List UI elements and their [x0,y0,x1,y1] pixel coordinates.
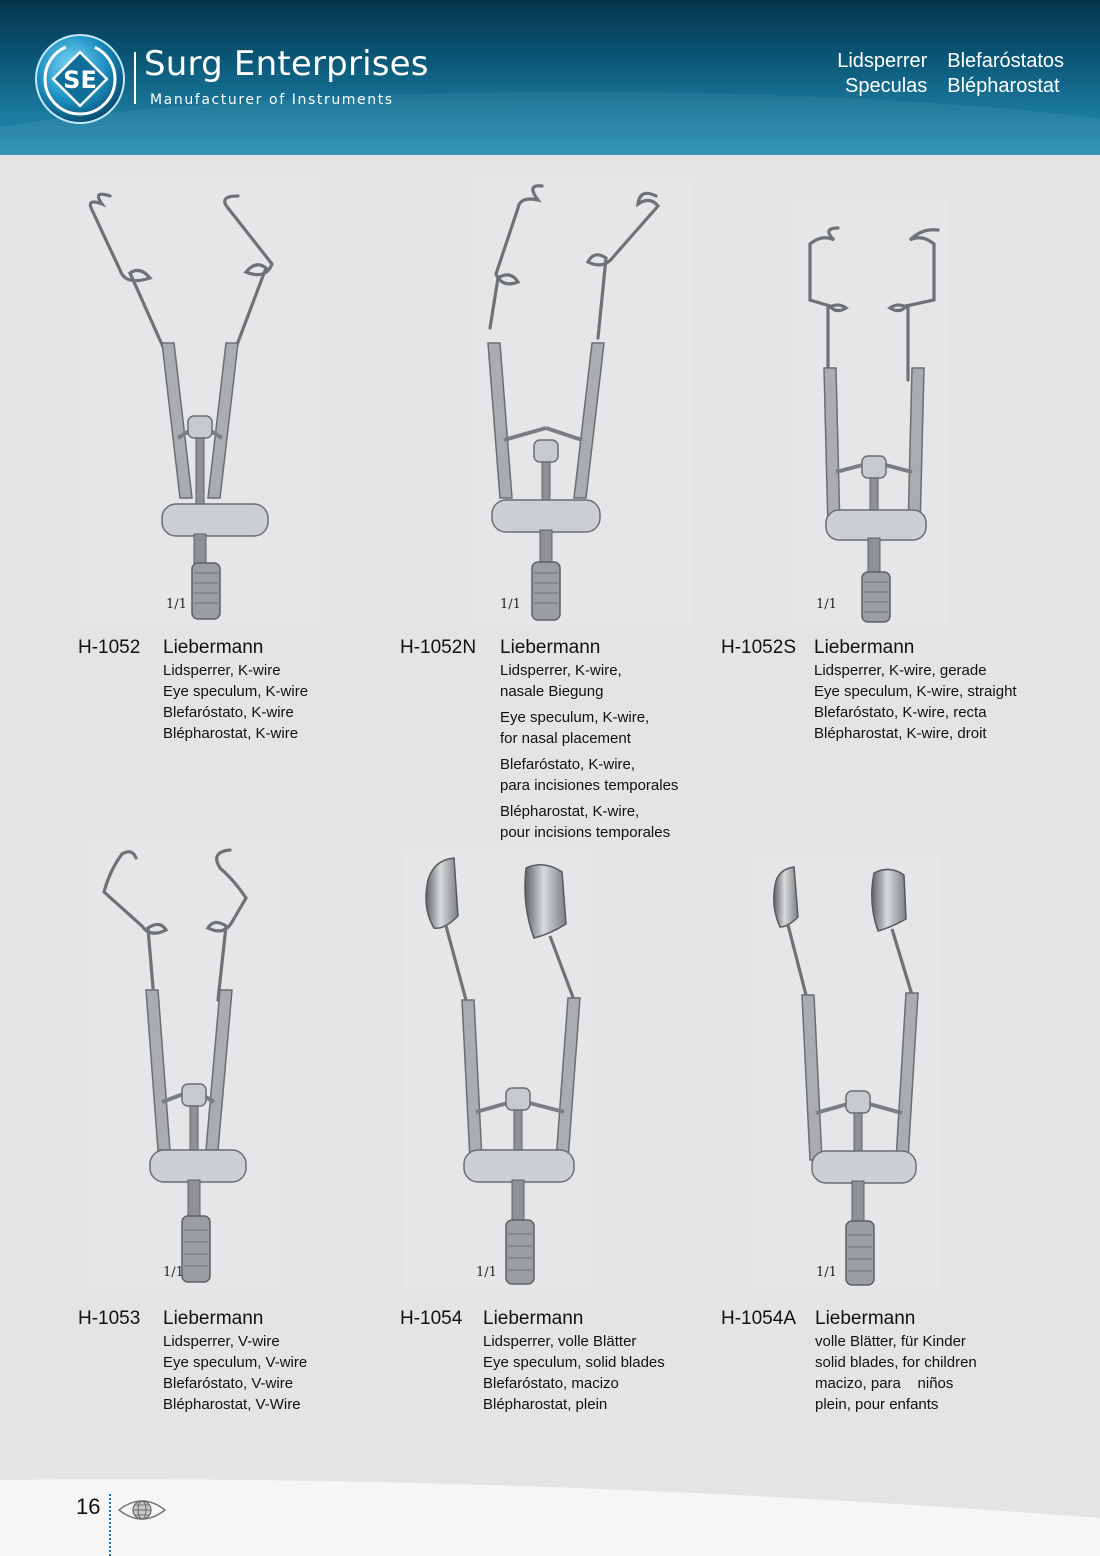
description-line: volle Blätter, für Kinder [815,1333,966,1350]
product-name: Liebermann [163,637,264,658]
product-code: H-1054 [400,1308,463,1329]
scale-label: 1/1 [166,597,187,612]
description-line: Eye speculum, solid blades [483,1354,665,1371]
company-logo-icon [34,33,126,125]
description-line: Eye speculum, K-wire, straight [814,683,1017,700]
product-code: H-1052N [400,637,477,658]
category-titles [837,50,1064,98]
product-photo [470,178,692,626]
eye-speculum-k-wire-nasal-image [470,178,692,626]
product-photo [404,850,594,1290]
description-line: Blefaróstato, V-wire [163,1375,294,1392]
eye-speculum-solid-blades-image [404,850,594,1290]
product-description [814,660,1017,744]
description-line: Lidsperrer, K-wire, gerade [814,662,987,679]
product-name: Liebermann [814,637,915,658]
product-photo [90,840,280,1290]
description-line: Eye speculum, K-wire, [500,709,650,726]
description-line: Lidsperrer, volle Blätter [483,1333,637,1350]
scale-label: 1/1 [816,1265,837,1280]
scale-label: 1/1 [500,597,521,612]
description-line: Blépharostat, plein [483,1396,608,1413]
description-line: Eye speculum, K-wire [163,683,309,700]
category-title-de: Lidsperrer [837,50,928,72]
description-group [500,754,678,796]
product-description [500,660,678,848]
eye-speculum-solid-blades-child-image [750,855,940,1290]
product-code: H-1053 [78,1308,141,1329]
description-line: for nasal placement [500,730,631,747]
category-title-en: Speculas [844,75,928,97]
scale-label: 1/1 [476,1265,497,1280]
description-group [500,707,678,749]
page-header [0,0,1100,155]
svg-text:SE: SE [63,66,97,94]
product-name: Liebermann [163,1308,264,1329]
description-line: Blefaróstato, macizo [483,1375,619,1392]
scale-label: 1/1 [816,597,837,612]
description-line: Eye speculum, V-wire [163,1354,308,1371]
page-number: 16 [76,1494,101,1519]
product-code: H-1052 [78,637,141,658]
description-line: nasale Biegung [500,683,604,700]
eye-speculum-k-wire-image [80,178,320,626]
product-description [815,1331,977,1415]
category-title-fr: Blépharostat [947,75,1060,97]
product-description [163,1331,307,1415]
brand-divider [134,52,136,104]
description-line: solid blades, for children [815,1354,977,1371]
product-description [483,1331,665,1415]
brand-name: Surg Enterprises [144,44,429,84]
product-name: Liebermann [500,637,601,658]
description-line: Blépharostat, V-Wire [163,1396,301,1413]
description-line: Blépharostat, K-wire [163,725,299,742]
brand-tagline: Manufacturer of Instruments [150,92,394,108]
description-line: Lidsperrer, K-wire, [500,662,622,679]
product-description [163,660,308,744]
product-code: H-1054A [721,1308,796,1329]
eye-speculum-v-wire-image [90,840,280,1290]
description-line: pour incisions temporales [500,824,671,841]
footer-dotted-rule [109,1494,111,1556]
description-line: Blépharostat, K-wire, droit [814,725,987,742]
product-name: Liebermann [483,1308,584,1329]
product-code: H-1052S [721,637,796,658]
description-line: macizo, para niños [815,1375,954,1392]
description-line: Blefaróstato, K-wire [163,704,294,721]
product-photo [80,178,320,626]
description-line: Blépharostat, K-wire, [500,803,640,820]
globe-eye-icon [117,1496,167,1524]
product-photo [750,855,940,1290]
description-line: Lidsperrer, K-wire [163,662,281,679]
scale-label: 1/1 [163,1265,184,1280]
product-name: Liebermann [815,1308,916,1329]
product-photo [790,200,948,626]
description-line: para incisiones temporales [500,777,679,794]
description-group [500,801,678,843]
description-line: Blefaróstato, K-wire, [500,756,636,773]
description-line: Blefaróstato, K-wire, recta [814,704,987,721]
category-title-es: Blefaróstatos [947,50,1064,72]
description-group [500,660,678,702]
description-line: Lidsperrer, V-wire [163,1333,280,1350]
description-line: plein, pour enfants [815,1396,939,1413]
eye-speculum-k-wire-straight-image [790,200,948,626]
